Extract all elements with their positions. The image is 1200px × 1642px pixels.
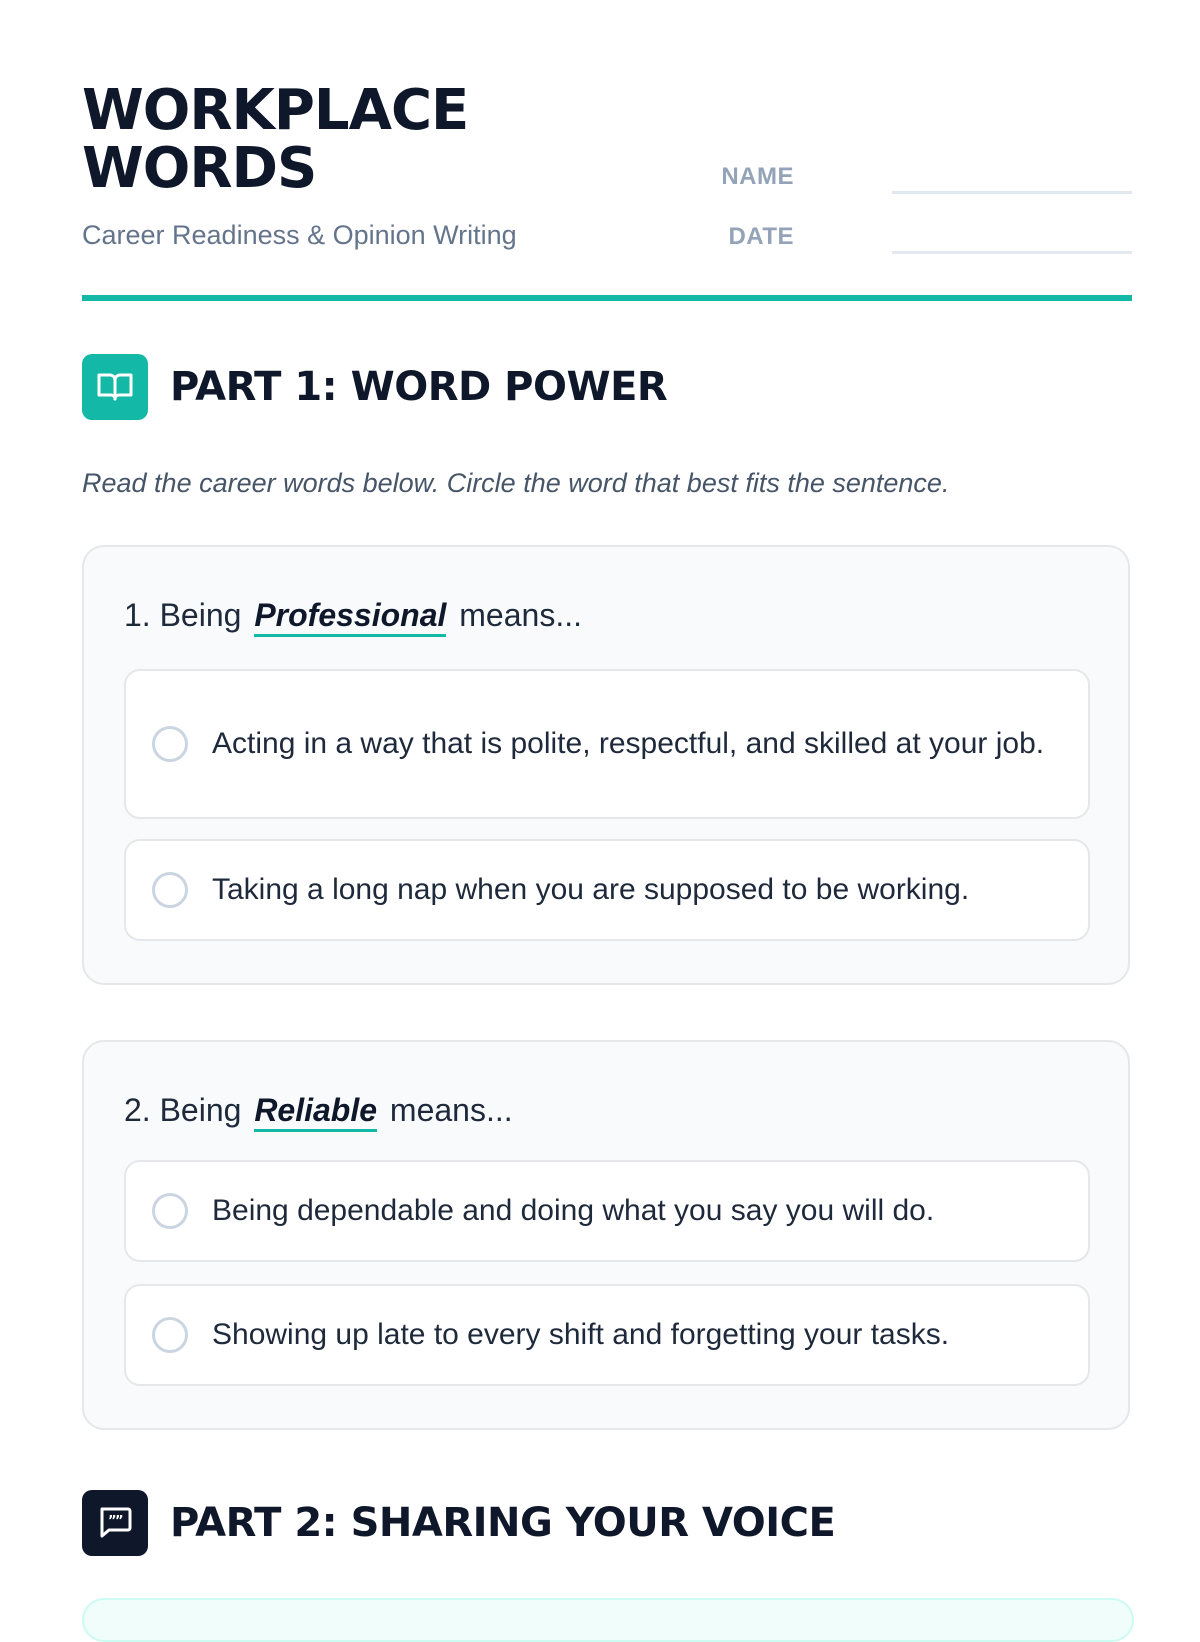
radio-button[interactable] — [152, 1193, 188, 1229]
option-text: Taking a long nap when you are supposed to be working. — [212, 873, 970, 906]
worksheet-subtitle: Career Readiness & Opinion Writing — [82, 220, 517, 250]
question-1-option-a[interactable] — [124, 669, 1090, 819]
name-field[interactable] — [702, 155, 1132, 195]
date-field[interactable] — [702, 215, 1132, 255]
worksheet-title — [82, 78, 469, 201]
name-line[interactable] — [892, 191, 1132, 194]
radio-button[interactable] — [152, 1317, 188, 1353]
question-1-term: Professional — [254, 597, 446, 637]
svg-text:”: ” — [115, 1514, 124, 1529]
question-2-suffix: means... — [389, 1092, 513, 1128]
question-2-prefix: 2. Being — [124, 1092, 242, 1128]
option-text: Acting in a way that is polite, respectful, and skilled at your job. — [212, 727, 1045, 760]
question-1-prefix: 1. Being — [124, 597, 242, 633]
part2-title: PART 2: SHARING YOUR VOICE — [170, 1500, 836, 1546]
part2-heading — [82, 1490, 835, 1556]
book-open-icon — [82, 354, 148, 420]
part1-instructions: Read the career words below. Circle the word that best fits the sentence. — [82, 468, 950, 498]
name-label: NAME — [721, 163, 794, 190]
worksheet-page — [82, 0, 1132, 1546]
question-2-prompt — [124, 1092, 513, 1129]
question-2-option-a[interactable] — [124, 1160, 1090, 1262]
question-card-1 — [82, 545, 1130, 985]
worksheet-header — [82, 0, 1132, 303]
question-1-prompt — [124, 597, 582, 634]
radio-button[interactable] — [152, 726, 188, 762]
question-1-option-b[interactable] — [124, 839, 1090, 941]
question-2-option-b[interactable] — [124, 1284, 1090, 1386]
date-label: DATE — [728, 223, 794, 250]
question-card-2 — [82, 1040, 1130, 1430]
title-line-1: WORKPLACE — [82, 78, 469, 143]
part1-heading — [82, 354, 667, 420]
speech-quote-icon — [82, 1490, 148, 1556]
date-line[interactable] — [892, 251, 1132, 254]
question-1-suffix: means... — [459, 597, 582, 633]
header-divider — [82, 295, 1132, 301]
option-text: Showing up late to every shift and forgetting your tasks. — [212, 1318, 950, 1351]
part2-content-box — [82, 1598, 1134, 1642]
question-2-term: Reliable — [254, 1092, 377, 1132]
svg-text:”: ” — [108, 1514, 117, 1529]
title-line-2: WORDS — [82, 136, 317, 201]
radio-button[interactable] — [152, 872, 188, 908]
option-text: Being dependable and doing what you say you will do. — [212, 1194, 935, 1227]
part1-title: PART 1: WORD POWER — [170, 364, 668, 410]
